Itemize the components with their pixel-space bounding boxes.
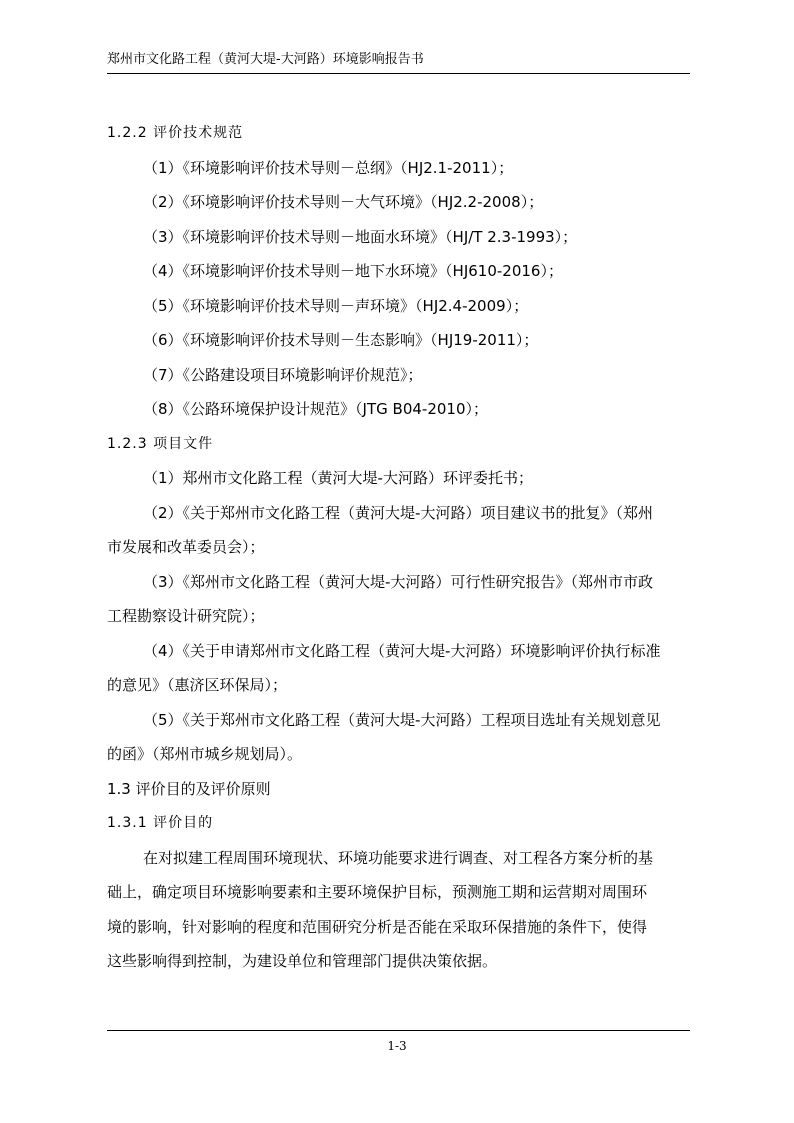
list-item-continuation: 市发展和改革委员会）； (107, 538, 265, 556)
list-item: （3）《郑州市文化路工程（黄河大堤-大河路）可行性研究报告》（郑州市市政 (143, 572, 653, 591)
list-item: （5）《关于郑州市文化路工程（黄河大堤-大河路）工程项目选址有关规划意见 (143, 710, 661, 729)
paragraph-line: 境的影响，针对影响的程度和范围研究分析是否能在采取环保措施的条件下，使得 (107, 917, 648, 936)
list-item: （6）《环境影响评价技术导则－生态影响》（HJ19-2011）； (143, 331, 539, 349)
heading-1-2-3: 1.2.3 项目文件 (107, 435, 214, 452)
list-item: （1）《环境影响评价技术导则－总纲》（HJ2.1-2011）； (143, 158, 514, 177)
heading-1-3-1: 1.3.1 评价目的 (107, 815, 214, 831)
list-item: （2）《关于郑州市文化路工程（黄河大堤-大河路）项目建议书的批复》（郑州 (143, 503, 653, 522)
list-item: （2）《环境影响评价技术导则－大气环境》（HJ2.2-2008）； (143, 193, 544, 211)
list-item-continuation: 的意见》（惠济区环保局）； (107, 676, 288, 694)
footer-divider (107, 1030, 690, 1031)
heading-1-2-2: 1.2.2 评价技术规范 (107, 125, 244, 141)
list-item: （5）《环境影响评价技术导则－声环境》（HJ2.4-2009）； (143, 296, 529, 315)
list-item: （7）《公路建设项目环境影响评价规范》； (143, 365, 423, 384)
list-item: （1）郑州市文化路工程（黄河大堤-大河路）环评委托书； (143, 469, 533, 487)
list-item: （8）《公路环境保护设计规范》（JTG B04-2010）； (143, 400, 488, 418)
paragraph-line: 础上，确定项目环境影响要素和主要环境保护目标，预测施工期和运营期对周围环 (107, 883, 648, 901)
paragraph-line: 在对拟建工程周围环境现状、环境功能要求进行调查、对工程各方案分析的基 (143, 848, 654, 867)
page-number: 1-3 (387, 1039, 407, 1053)
paragraph-line: 这些影响得到控制，为建设单位和管理部门提供决策依据。 (107, 952, 498, 970)
document-body (107, 118, 690, 981)
list-item-continuation: 的函》（郑州市城乡规划局）。 (107, 745, 303, 763)
list-item: （4）《环境影响评价技术导则－地下水环境》（HJ610-2016）； (143, 262, 563, 280)
list-item-continuation: 工程勘察设计研究院）； (107, 607, 265, 625)
list-item: （3）《环境影响评价技术导则－地面水环境》（HJ/T 2.3-1993）； (143, 227, 578, 246)
heading-1-3: 1.3 评价目的及评价原则 (107, 779, 271, 798)
page-header (107, 51, 690, 74)
header-title: 郑州市文化路工程（黄河大堤-大河路）环境影响报告书 (107, 52, 424, 67)
list-item: （4）《关于申请郑州市文化路工程（黄河大堤-大河路）环境影响评价执行标准 (143, 641, 661, 660)
